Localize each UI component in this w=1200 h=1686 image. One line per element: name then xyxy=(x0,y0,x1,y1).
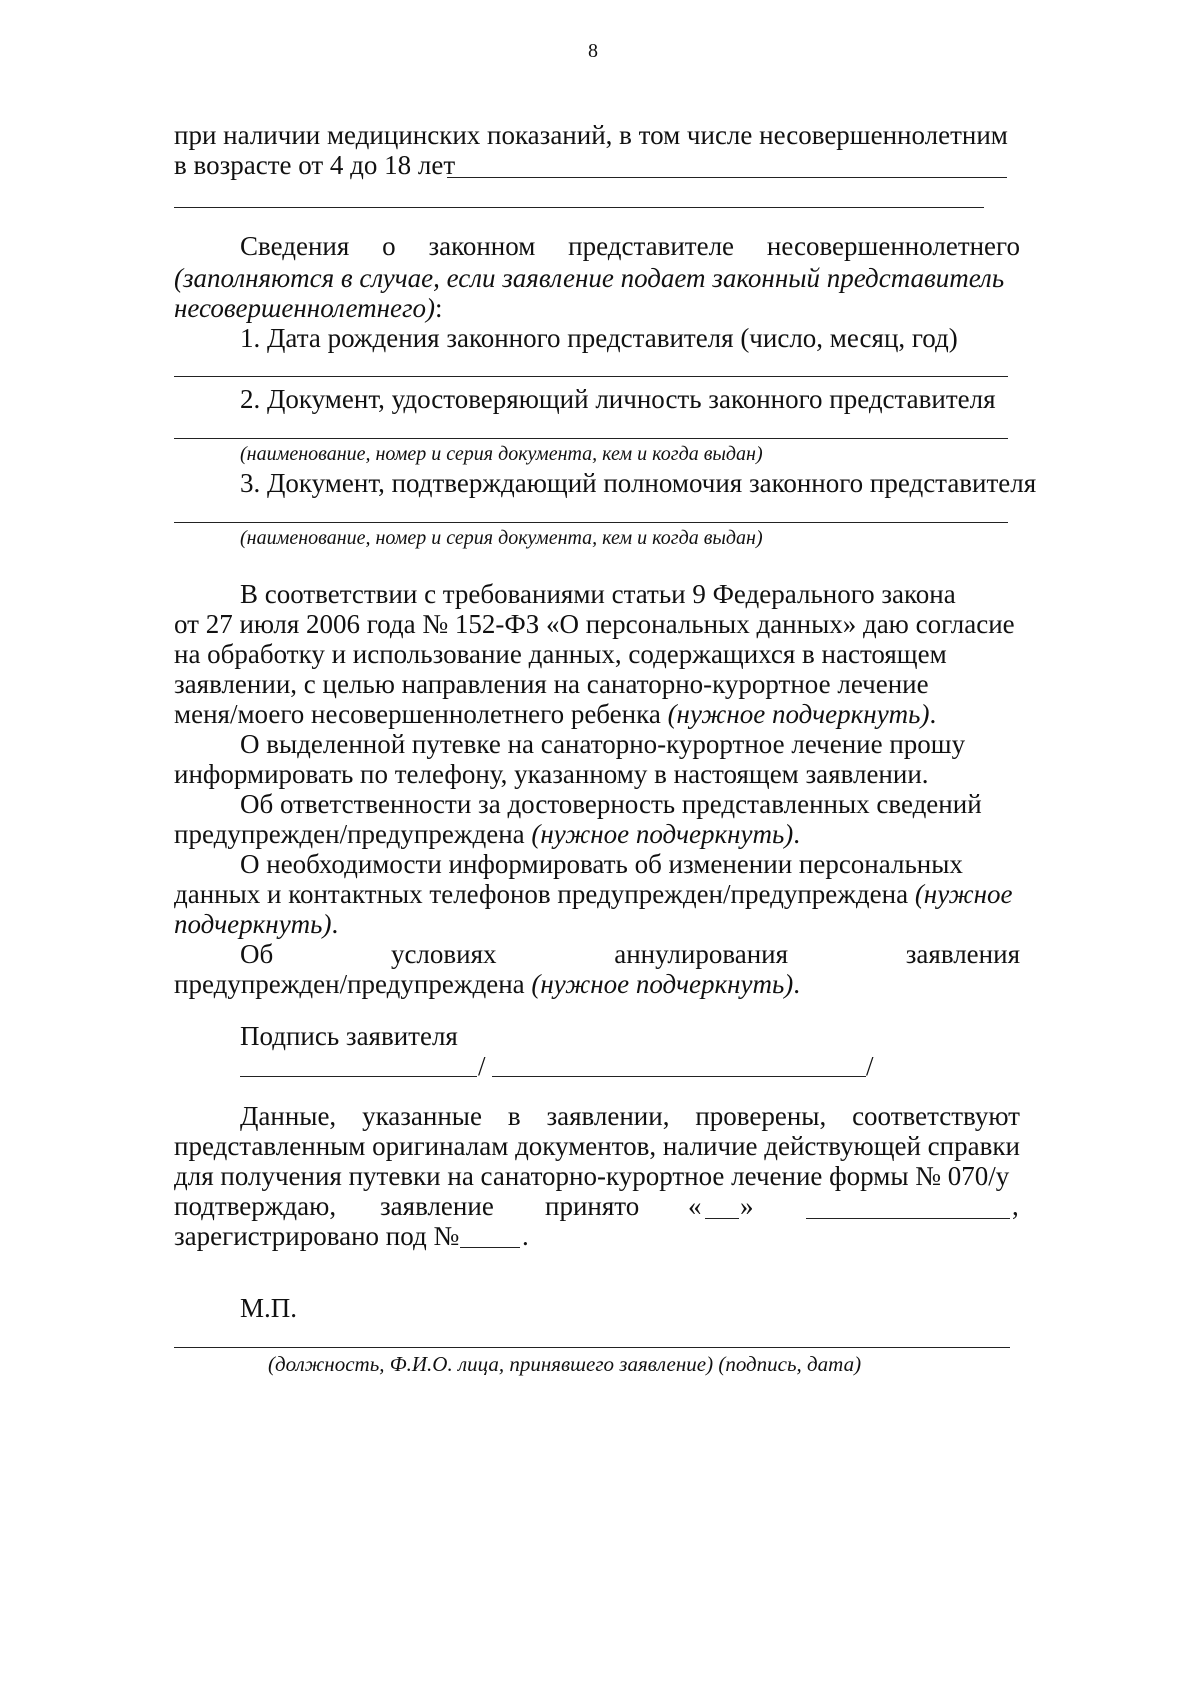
quote-close: » xyxy=(740,1191,754,1221)
period: . xyxy=(331,909,339,939)
heading-word: о xyxy=(382,231,396,261)
underline-note: (нужное подчеркнуть) xyxy=(531,969,794,999)
verification-word: заявлении, xyxy=(546,1101,670,1131)
consent-p3-line-1: Об ответственности за достоверность представленных сведений xyxy=(240,789,982,819)
consent-p5-line-1 xyxy=(240,938,1020,970)
verification-word-accepted: принято xyxy=(545,1191,640,1221)
heading-note-line-1: (заполняются в случае, если заявление подает законный представитель xyxy=(174,263,1005,293)
consent-text: меня/моего несовершеннолетнего ребенка xyxy=(174,699,668,729)
consent-p4-line-3 xyxy=(174,908,338,940)
period: . xyxy=(522,1221,529,1251)
heading-note-colon: : xyxy=(435,293,443,323)
consent-p4-line-2 xyxy=(174,878,1013,910)
signature-slash: / xyxy=(866,1051,874,1081)
heading-note-text: несовершеннолетнего) xyxy=(174,293,435,323)
consent-text: предупрежден/предупреждена xyxy=(174,819,532,849)
verification-word: указанные xyxy=(362,1101,482,1131)
heading-word: Сведения xyxy=(240,231,350,261)
age-blank-line xyxy=(447,177,1007,178)
consent-p1-line-2: от 27 июля 2006 года № 152-ФЗ «О персональных данных» даю согласие xyxy=(174,609,1015,639)
underline-note: подчеркнуть) xyxy=(174,909,332,939)
signature-label: Подпись заявителя xyxy=(240,1021,458,1051)
verification-line-3: для получения путевки на санаторно-курортное лечение формы № 070/у xyxy=(174,1161,1010,1191)
p5-word: условиях xyxy=(390,939,497,969)
p5-word: заявления xyxy=(905,939,1020,969)
underline-note: (нужное подчеркнуть) xyxy=(531,819,794,849)
heading-word: законном xyxy=(428,231,536,261)
period: . xyxy=(793,819,801,849)
signature-slash: / xyxy=(478,1051,486,1081)
verification-word-application: заявление xyxy=(380,1191,494,1221)
underline-note: (нужное xyxy=(914,879,1013,909)
registration-label: зарегистрировано под № xyxy=(174,1221,460,1251)
quote-open: « xyxy=(688,1191,702,1221)
item-2-hint: (наименование, номер и серия документа, кем и когда выдан) xyxy=(240,443,763,465)
signature-blank-line xyxy=(240,1076,477,1077)
heading-word: представителе xyxy=(568,231,735,261)
item-1-blank-line xyxy=(174,376,1008,377)
intro-line-1: при наличии медицинских показаний, в том числе несовершеннолетним xyxy=(174,120,1008,150)
consent-p2-line-1: О выделенной путевке на санаторно-курортное лечение прошу xyxy=(240,729,966,759)
item-2-label: 2. Документ, удостоверяющий личность законного представителя xyxy=(240,384,996,414)
verification-word-confirm: подтверждаю, xyxy=(174,1191,337,1221)
period: . xyxy=(929,699,937,729)
official-caption: (должность, Ф.И.О. лица, принявшего заявление) (подпись, дата) xyxy=(268,1352,862,1376)
verification-word: проверены, xyxy=(695,1101,827,1131)
item-2-blank-line xyxy=(174,438,1008,439)
p5-word: аннулирования xyxy=(614,939,789,969)
consent-p1-line-1: В соответствии с требованиями статьи 9 Федерального закона xyxy=(240,579,956,609)
verification-word: соответствуют xyxy=(852,1101,1020,1131)
consent-p2-line-2: информировать по телефону, указанному в настоящем заявлении. xyxy=(174,759,929,789)
consent-p1-line-3: на обработку и использование данных, содержащихся в настоящем xyxy=(174,639,947,669)
representative-heading xyxy=(240,230,1020,262)
month-blank-line xyxy=(806,1218,1010,1219)
consent-p1-line-5 xyxy=(174,698,936,730)
heading-word: несовершеннолетнего xyxy=(766,231,1020,261)
official-blank-line xyxy=(174,1347,1010,1348)
verification-line-1 xyxy=(240,1100,1020,1132)
item-1-label: 1. Дата рождения законного представителя (число, месяц, год) xyxy=(240,323,958,353)
heading-note-line-2 xyxy=(174,292,443,324)
period: . xyxy=(793,969,801,999)
page-number: 8 xyxy=(588,40,598,62)
consent-p1-line-4: заявлении, с целью направления на санаторно-курортное лечение xyxy=(174,669,929,699)
stamp-mark: М.П. xyxy=(240,1293,298,1323)
item-3-label: 3. Документ, подтверждающий полномочия законного представителя xyxy=(240,468,1037,498)
day-blank-line xyxy=(705,1218,739,1219)
signature-name-blank-line xyxy=(492,1076,866,1077)
registration-number-blank-line xyxy=(460,1247,520,1248)
consent-p4-line-1: О необходимости информировать об изменении персональных xyxy=(240,849,963,879)
verification-line-2: представленным оригиналам документов, наличие действующей справки xyxy=(174,1131,1020,1161)
consent-p5-line-2 xyxy=(174,968,800,1000)
item-3-blank-line xyxy=(174,522,1008,523)
item-3-hint: (наименование, номер и серия документа, кем и когда выдан) xyxy=(240,527,763,549)
verification-word: в xyxy=(507,1101,521,1131)
comma: , xyxy=(1012,1191,1019,1221)
continuation-blank-line xyxy=(174,207,984,208)
verification-word: Данные, xyxy=(240,1101,337,1131)
consent-p3-line-2 xyxy=(174,818,800,850)
intro-line-2: в возрасте от 4 до 18 лет xyxy=(174,150,456,180)
consent-text: данных и контактных телефонов предупрежден/предупреждена xyxy=(174,879,915,909)
consent-text: предупрежден/предупреждена xyxy=(174,969,532,999)
underline-note: (нужное подчеркнуть) xyxy=(667,699,930,729)
p5-word: Об xyxy=(240,939,274,969)
